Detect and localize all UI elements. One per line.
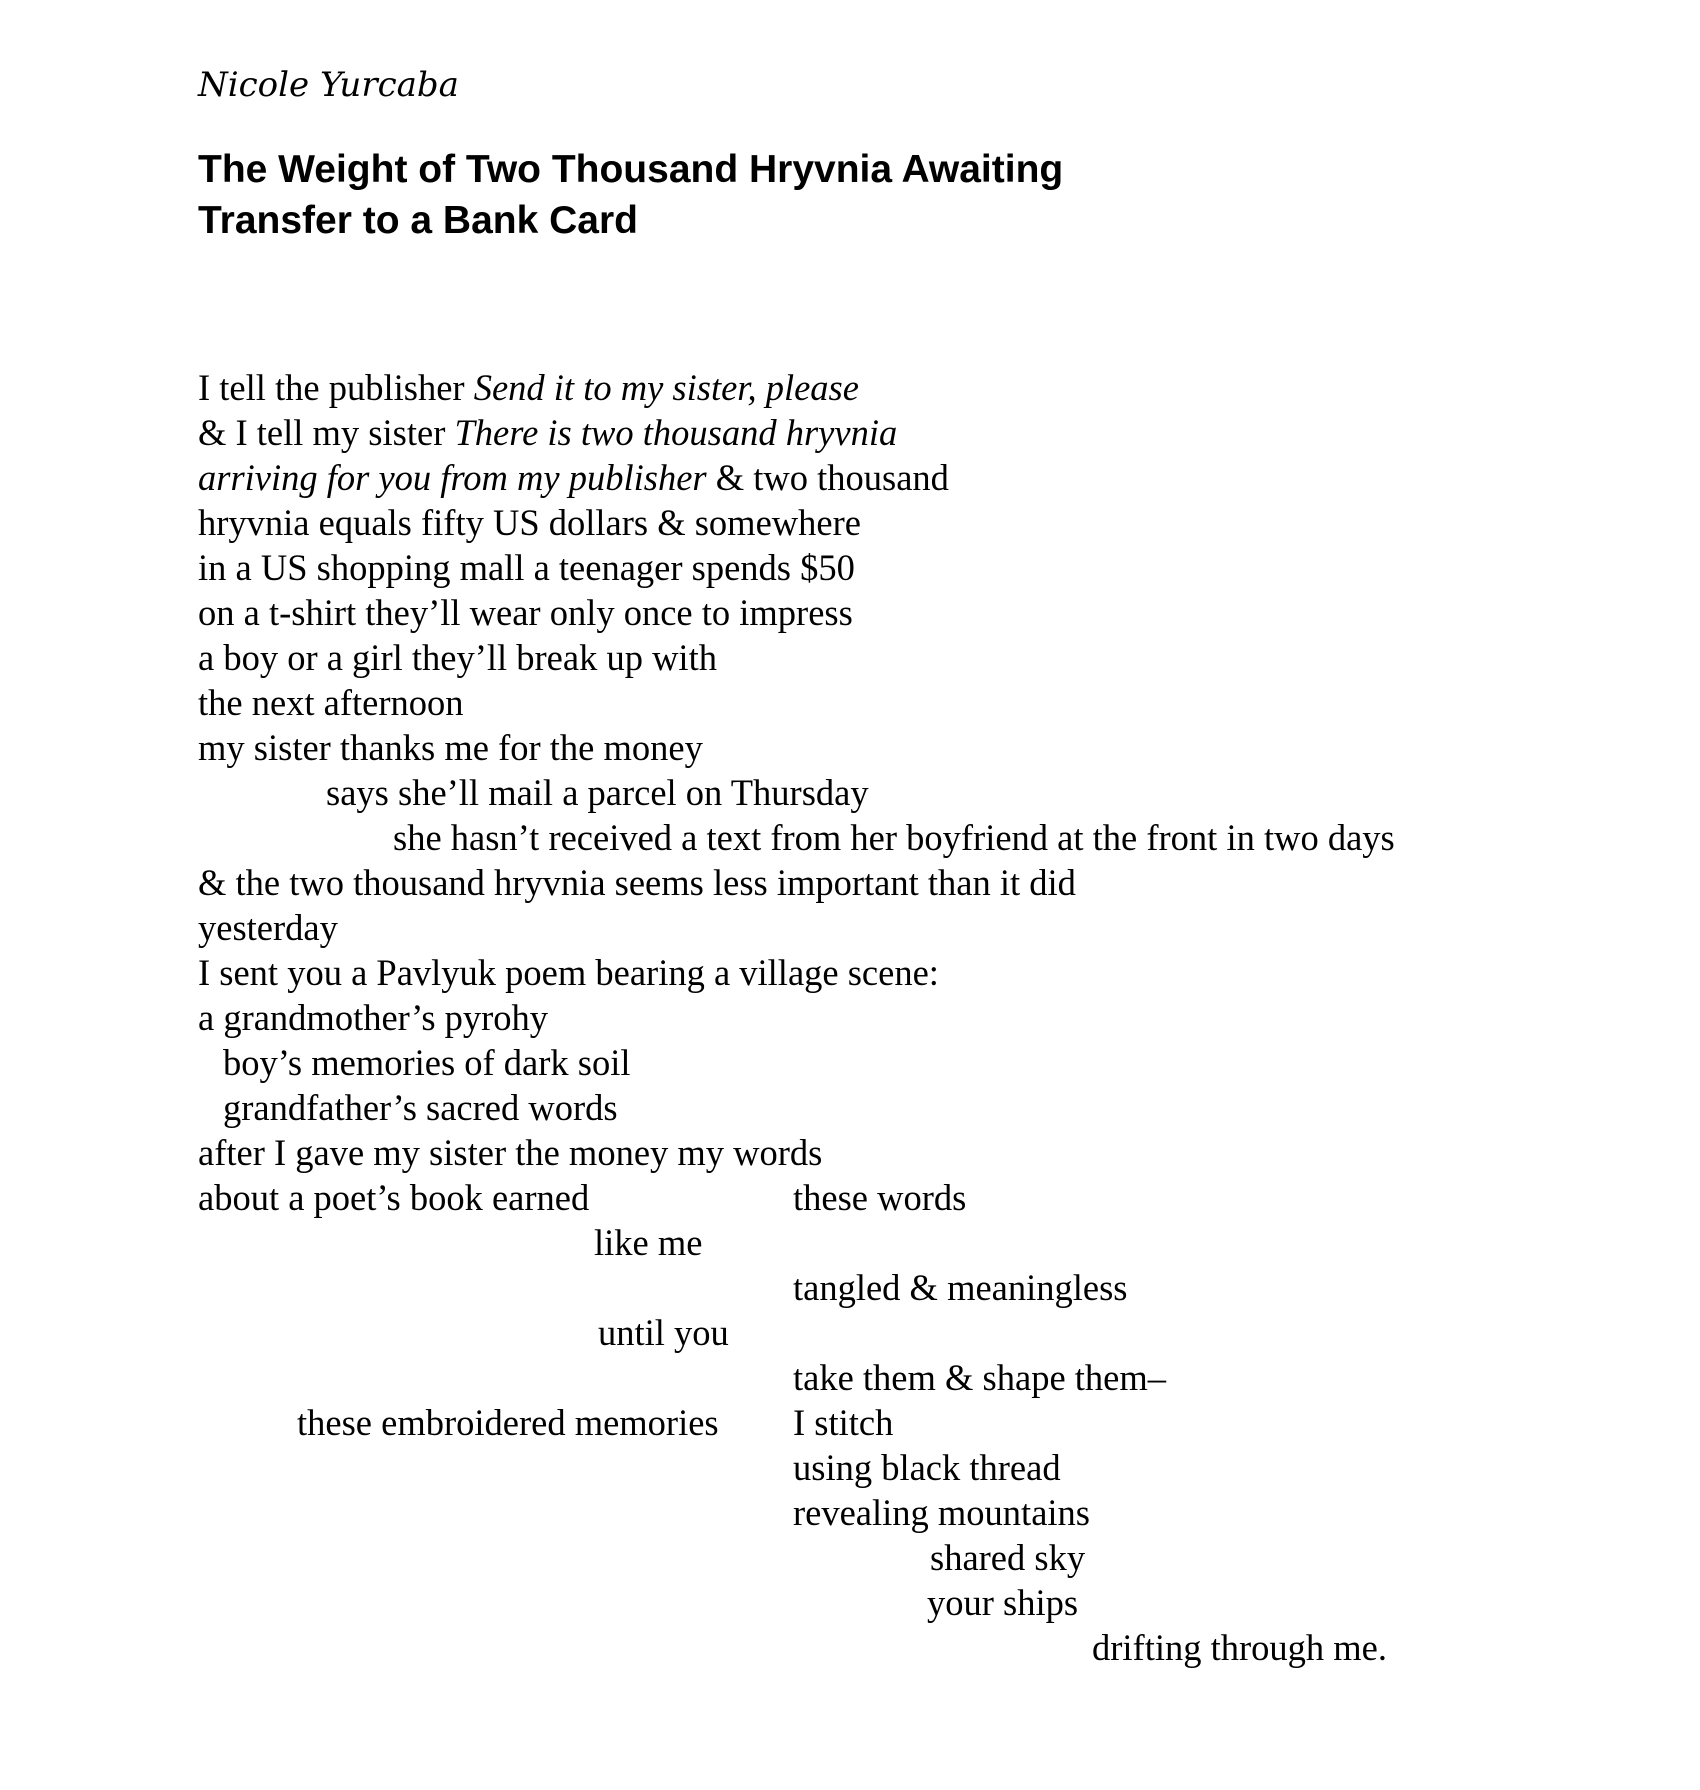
poem-line-14: I sent you a Pavlyuk poem bearing a village scene: (198, 952, 939, 993)
poem-line-17: grandfather’s sacred words (223, 1087, 618, 1128)
poem-line-1-italic: Send it to my sister, please (473, 367, 859, 408)
poem-line-8: the next afternoon (198, 682, 464, 723)
poem-line-12: & the two thousand hryvnia seems less important than it did (198, 862, 1076, 903)
poem-line-20: like me (594, 1222, 703, 1263)
poem-line-10: says she’ll mail a parcel on Thursday (326, 772, 869, 813)
poem-line-21: tangled & meaningless (793, 1267, 1128, 1308)
poem-line-28: your ships (927, 1582, 1079, 1623)
poem-line-11: she hasn’t received a text from her boyfriend at the front in two days (393, 817, 1395, 858)
poem-line-7: a boy or a girl they’ll break up with (198, 637, 717, 678)
poem-line-27: shared sky (930, 1537, 1086, 1578)
poem-title-line-2: Transfer to a Bank Card (198, 199, 638, 242)
poem-line-16: boy’s memories of dark soil (223, 1042, 631, 1083)
poem-line-3-italic: arriving for you from my publisher (198, 457, 707, 498)
poem-line-22: until you (598, 1312, 729, 1353)
poem-line-2 (198, 411, 897, 455)
author-name: Nicole Yurcaba (198, 65, 459, 105)
poem-line-23: take them & shape them– (793, 1357, 1167, 1398)
poem-title-line-1: The Weight of Two Thousand Hryvnia Awaiting (198, 148, 1064, 191)
poem-line-25: using black thread (793, 1447, 1061, 1488)
poem-line-24-right: I stitch (793, 1402, 894, 1443)
poem-line-29: drifting through me. (1092, 1627, 1387, 1668)
poem-line-1 (198, 366, 859, 410)
poem-line-4: hryvnia equals fifty US dollars & somewhere (198, 502, 861, 543)
poem-line-3-plain: & two thousand (706, 457, 949, 498)
poem-line-6: on a t-shirt they’ll wear only once to impress (198, 592, 853, 633)
poem-line-2-plain: & I tell my sister (198, 412, 455, 453)
poem-line-19-right: these words (793, 1177, 967, 1218)
poem-line-13: yesterday (198, 907, 338, 948)
poem-line-26: revealing mountains (793, 1492, 1090, 1533)
poem-line-5: in a US shopping mall a teenager spends $50 (198, 547, 855, 588)
poem-line-24-left: these embroidered memories (297, 1402, 719, 1443)
poem-line-18: after I gave my sister the money my words (198, 1132, 823, 1173)
poem-line-3 (198, 456, 949, 500)
poem-line-2-italic: There is two thousand hryvnia (454, 412, 898, 453)
poem-line-9: my sister thanks me for the money (198, 727, 703, 768)
poem-line-19-left: about a poet’s book earned (198, 1177, 590, 1218)
poem-line-1-plain: I tell the publisher (198, 367, 474, 408)
poem-line-15: a grandmother’s pyrohy (198, 997, 549, 1038)
